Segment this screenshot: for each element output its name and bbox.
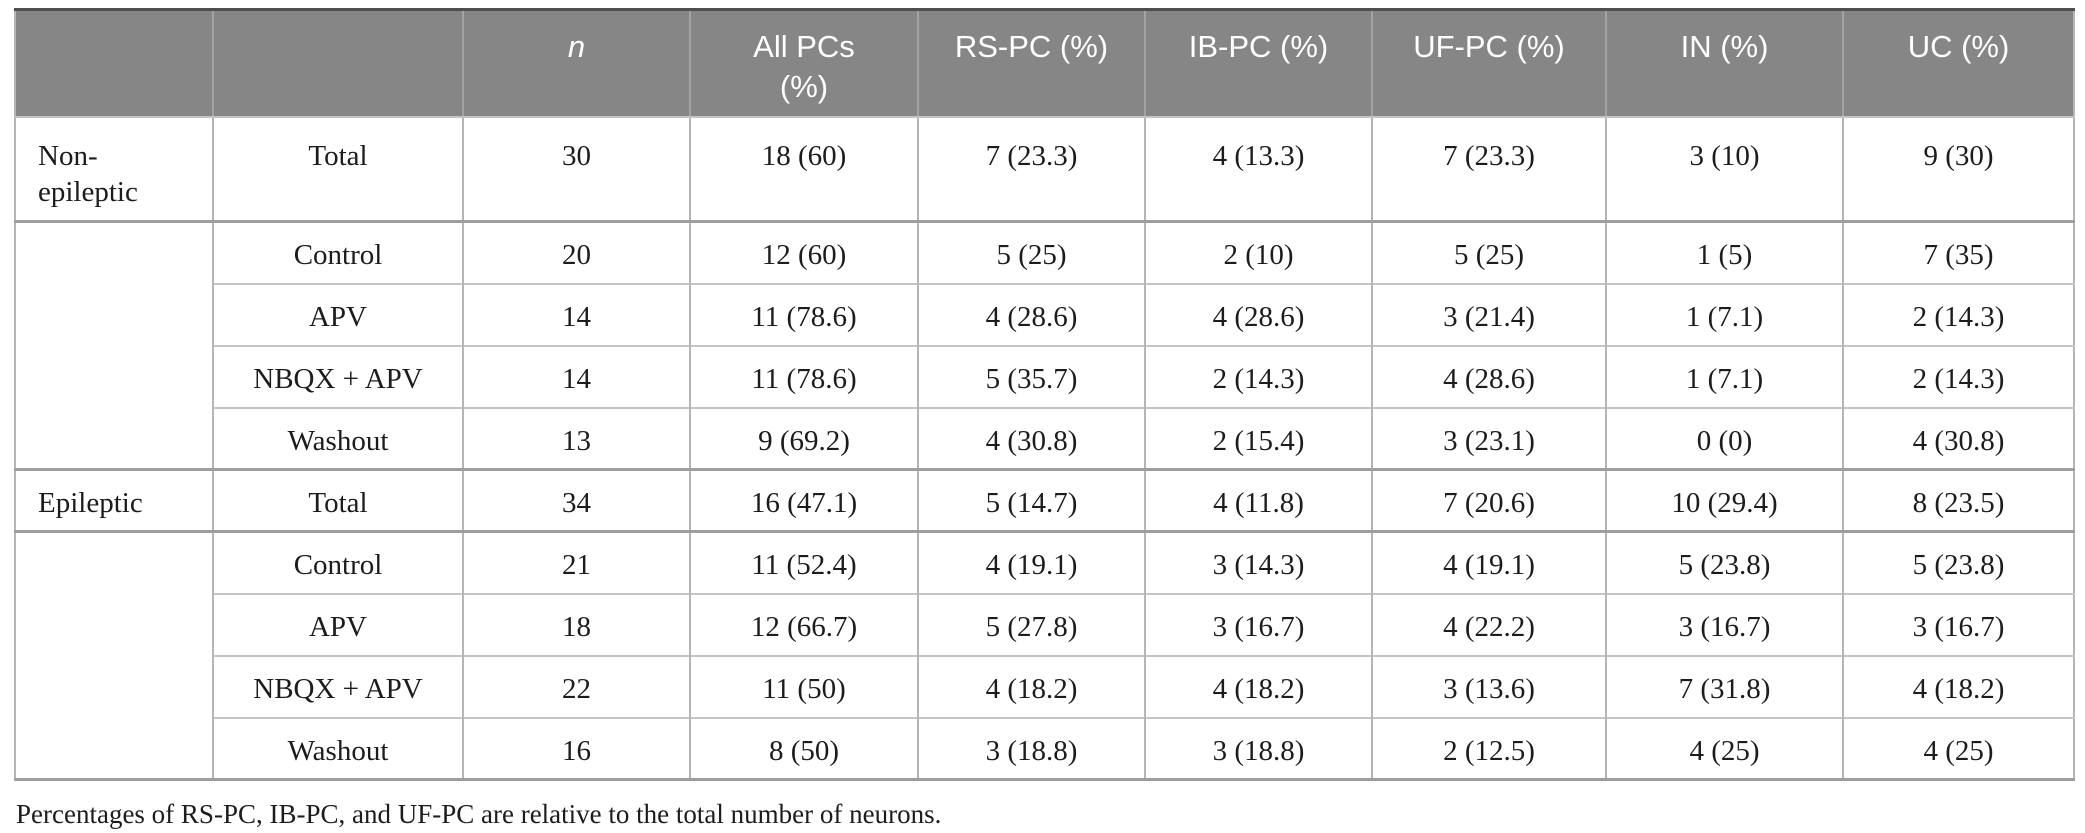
- value-cell: 4 (19.1): [918, 532, 1145, 594]
- condition-row: [15, 656, 2074, 718]
- value-cell: 4 (25): [1606, 718, 1843, 780]
- value-cell: 5 (14.7): [918, 470, 1145, 532]
- condition-row: [15, 346, 2074, 408]
- value-cell: 4 (28.6): [918, 284, 1145, 346]
- value-cell: 18 (60): [690, 117, 918, 222]
- value-cell: 4 (22.2): [1372, 594, 1606, 656]
- value-cell: 2 (14.3): [1843, 346, 2074, 408]
- value-cell: 3 (21.4): [1372, 284, 1606, 346]
- condition-row: [15, 594, 2074, 656]
- total-row: [15, 470, 2074, 532]
- group-label-cell: Non-epileptic: [38, 139, 138, 208]
- condition-cell: Control: [213, 222, 463, 284]
- condition-row: [15, 222, 2074, 284]
- value-cell: 14: [463, 346, 690, 408]
- value-cell: 4 (25): [1843, 718, 2074, 780]
- value-cell: 3 (16.7): [1145, 594, 1372, 656]
- group-spacer-cell: [15, 532, 213, 780]
- value-cell: 5 (23.8): [1606, 532, 1843, 594]
- condition-cell: NBQX + APV: [213, 656, 463, 718]
- value-cell: 2 (14.3): [1843, 284, 2074, 346]
- value-cell: 4 (19.1): [1372, 532, 1606, 594]
- value-cell: 1 (5): [1606, 222, 1843, 284]
- value-cell: 4 (28.6): [1145, 284, 1372, 346]
- value-cell: 2 (12.5): [1372, 718, 1606, 780]
- value-cell: 7 (31.8): [1606, 656, 1843, 718]
- value-cell: 4 (30.8): [918, 408, 1145, 470]
- value-cell: 12 (66.7): [690, 594, 918, 656]
- table-footnote: Percentages of RS-PC, IB-PC, and UF-PC are relative to the total number of neurons.: [16, 799, 942, 830]
- value-cell: 9 (30): [1843, 117, 2074, 222]
- value-cell: 4 (13.3): [1145, 117, 1372, 222]
- col-header-n: n: [463, 10, 690, 117]
- value-cell: 3 (18.8): [1145, 718, 1372, 780]
- condition-row: [15, 408, 2074, 470]
- value-cell: 11 (78.6): [690, 284, 918, 346]
- value-cell: 4 (18.2): [918, 656, 1145, 718]
- value-cell: 5 (27.8): [918, 594, 1145, 656]
- col-header-in: IN (%): [1606, 10, 1843, 117]
- value-cell: 8 (23.5): [1843, 470, 2074, 532]
- value-cell: 20: [463, 222, 690, 284]
- value-cell: 5 (25): [1372, 222, 1606, 284]
- condition-cell: APV: [213, 594, 463, 656]
- value-cell: 13: [463, 408, 690, 470]
- value-cell: 3 (16.7): [1606, 594, 1843, 656]
- value-cell: 1 (7.1): [1606, 346, 1843, 408]
- value-cell: 10 (29.4): [1606, 470, 1843, 532]
- value-cell: 16: [463, 718, 690, 780]
- value-cell: 3 (16.7): [1843, 594, 2074, 656]
- value-cell: 1 (7.1): [1606, 284, 1843, 346]
- condition-cell: Washout: [213, 408, 463, 470]
- value-cell: 8 (50): [690, 718, 918, 780]
- condition-cell: APV: [213, 284, 463, 346]
- col-header-uc: UC (%): [1843, 10, 2074, 117]
- value-cell: 12 (60): [690, 222, 918, 284]
- value-cell: 0 (0): [1606, 408, 1843, 470]
- value-cell: 11 (50): [690, 656, 918, 718]
- condition-row: [15, 284, 2074, 346]
- group-spacer-cell: [15, 222, 213, 470]
- value-cell: 5 (23.8): [1843, 532, 2074, 594]
- value-cell: 9 (69.2): [690, 408, 918, 470]
- value-cell: 11 (52.4): [690, 532, 918, 594]
- condition-row: [15, 718, 2074, 780]
- value-cell: 2 (14.3): [1145, 346, 1372, 408]
- condition-cell: NBQX + APV: [213, 346, 463, 408]
- condition-cell: Washout: [213, 718, 463, 780]
- col-header-rs-pc: RS-PC (%): [918, 10, 1145, 117]
- table-body: [15, 117, 2074, 780]
- value-cell: 3 (14.3): [1145, 532, 1372, 594]
- value-cell: 2 (10): [1145, 222, 1372, 284]
- col-header-ib-pc: IB-PC (%): [1145, 10, 1372, 117]
- value-cell: 16 (47.1): [690, 470, 918, 532]
- value-cell: 22: [463, 656, 690, 718]
- value-cell: 5 (25): [918, 222, 1145, 284]
- value-cell: 30: [463, 117, 690, 222]
- col-header-empty-1: [15, 10, 213, 117]
- value-cell: 2 (15.4): [1145, 408, 1372, 470]
- header-row: [15, 10, 2074, 117]
- total-row: [15, 117, 2074, 222]
- value-cell: 21: [463, 532, 690, 594]
- condition-cell: Total: [213, 117, 463, 222]
- value-cell: 4 (28.6): [1372, 346, 1606, 408]
- group-label-cell: Epileptic: [15, 470, 213, 532]
- value-cell: 3 (13.6): [1372, 656, 1606, 718]
- col-header-uf-pc: UF-PC (%): [1372, 10, 1606, 117]
- condition-row: [15, 532, 2074, 594]
- value-cell: 3 (18.8): [918, 718, 1145, 780]
- col-header-all-pcs: All PCs (%): [690, 10, 918, 117]
- value-cell: 14: [463, 284, 690, 346]
- value-cell: 5 (35.7): [918, 346, 1145, 408]
- col-header-empty-2: [213, 10, 463, 117]
- value-cell: 3 (23.1): [1372, 408, 1606, 470]
- condition-cell: Total: [213, 470, 463, 532]
- value-cell: 4 (18.2): [1145, 656, 1372, 718]
- value-cell: 18: [463, 594, 690, 656]
- condition-cell: Control: [213, 532, 463, 594]
- data-table: [14, 8, 2075, 781]
- value-cell: 34: [463, 470, 690, 532]
- value-cell: 7 (20.6): [1372, 470, 1606, 532]
- value-cell: 7 (23.3): [918, 117, 1145, 222]
- value-cell: 3 (10): [1606, 117, 1843, 222]
- value-cell: 4 (18.2): [1843, 656, 2074, 718]
- value-cell: 4 (11.8): [1145, 470, 1372, 532]
- value-cell: 4 (30.8): [1843, 408, 2074, 470]
- value-cell: 7 (23.3): [1372, 117, 1606, 222]
- value-cell: 7 (35): [1843, 222, 2074, 284]
- value-cell: 11 (78.6): [690, 346, 918, 408]
